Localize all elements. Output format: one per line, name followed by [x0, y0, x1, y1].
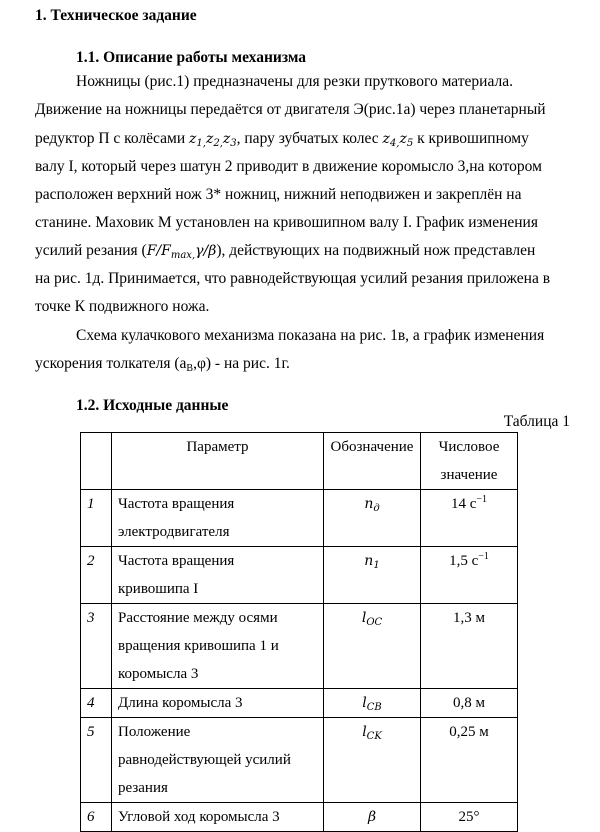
table-caption: Таблица 1	[503, 413, 570, 430]
description-line	[35, 297, 209, 317]
description-line	[35, 241, 535, 261]
math-symbol: $z_5$	[399, 131, 414, 149]
row-value	[421, 718, 518, 803]
math-symbol: $z_{4,}$	[382, 131, 400, 149]
table-row	[81, 547, 518, 604]
table-row	[81, 490, 518, 547]
row-value	[421, 803, 518, 832]
text-run: Движение на ножницы передаётся от двигателя Э(рис.1а) через планетарный	[35, 101, 546, 118]
row-parameter	[112, 718, 324, 803]
row-parameter	[112, 803, 324, 832]
description-line	[35, 100, 546, 120]
initial-data-table	[80, 432, 518, 832]
text-run: Ножницы (рис.1) предназначены для резки пруткового материала.	[76, 73, 513, 90]
subsection-title-initial-data: 1.2. Исходные данные	[76, 397, 229, 414]
designation-symbol: $n_д$	[364, 496, 380, 514]
parameter-line: электродвигателя	[118, 524, 230, 540]
math-symbol: γ/β	[195, 243, 217, 259]
row-parameter	[112, 547, 324, 604]
description-line	[35, 269, 550, 289]
row-value	[421, 490, 518, 547]
math-symbol: $z_{1,}$	[189, 131, 206, 149]
text-run: на рис. 1д. Принимается, что равнодействующая усилий резания приложена в	[35, 270, 551, 287]
header-parameter: Параметр	[112, 433, 324, 490]
designation-symbol: $l_{CK}$	[362, 724, 382, 742]
designation-symbol: $l_{CB}$	[362, 695, 382, 713]
value-text: 0,8 м	[453, 695, 485, 711]
text-run: точке К подвижного ножа.	[35, 298, 210, 315]
text-run: ), действующих на подвижный нож представлен	[216, 242, 536, 259]
parameter-line: Расстояние между осями	[118, 610, 278, 626]
description-line	[35, 213, 538, 233]
description-line	[35, 185, 521, 205]
text-run: расположен верхний нож 3* ножниц, нижний неподвижен и закреплён на	[35, 186, 522, 203]
row-designation	[324, 689, 421, 718]
value-text: 1,5 с	[449, 553, 479, 569]
table-row	[81, 689, 518, 718]
subsection-title-description: 1.1. Описание работы механизма	[76, 49, 307, 66]
text-run: ,φ) - на рис. 1г.	[193, 355, 290, 372]
parameter-line: вращения кривошипа 1 и	[118, 638, 279, 654]
row-designation	[324, 718, 421, 803]
row-number: 2	[81, 547, 112, 604]
header-value-line1: Числовое	[438, 439, 500, 455]
math-symbol: $z_3$	[222, 131, 237, 149]
designation-symbol: β	[367, 809, 377, 825]
row-value	[421, 604, 518, 689]
row-number: 1	[81, 490, 112, 547]
value-text: 14 с	[450, 496, 477, 512]
header-num	[81, 433, 112, 490]
value-text: 1,3 м	[453, 610, 485, 626]
description-line	[76, 326, 544, 346]
header-value	[421, 433, 518, 490]
designation-symbol: $n_1$	[364, 553, 380, 571]
value-text: 0,25 м	[449, 724, 489, 740]
text-run: редуктор П с колёсами	[35, 130, 189, 147]
parameter-line: Частота вращения	[118, 553, 235, 569]
math-symbol: $F/F_{max,}$	[146, 243, 196, 261]
header-value-line2: значение	[440, 467, 498, 483]
text-run: усилий резания (	[35, 242, 147, 259]
parameter-line: кривошипа I	[118, 581, 199, 597]
row-designation	[324, 803, 421, 832]
text-run: ускорения толкателя (а	[35, 355, 187, 372]
text-run: станине. Маховик М установлен на кривошипном валу I. График изменения	[35, 214, 538, 231]
parameter-line: коромысла 3	[118, 666, 199, 682]
header-designation: Обозначение	[324, 433, 421, 490]
description-line	[76, 72, 513, 92]
table-row	[81, 803, 518, 832]
parameter-line: равнодействующей усилий	[118, 752, 291, 768]
designation-symbol: $l_{OC}$	[361, 610, 383, 628]
row-number: 4	[81, 689, 112, 718]
row-parameter	[112, 490, 324, 547]
row-designation	[324, 490, 421, 547]
row-number: 5	[81, 718, 112, 803]
description-line	[35, 354, 290, 374]
description-line	[35, 157, 542, 177]
parameter-line: Угловой ход коромысла 3	[118, 809, 280, 825]
value-text: 25°	[458, 809, 480, 825]
table-row	[81, 604, 518, 689]
table-row	[81, 718, 518, 803]
section-title: 1. Техническое задание	[35, 7, 197, 24]
row-parameter	[112, 604, 324, 689]
row-designation	[324, 604, 421, 689]
text-run: , пару зубчатых колес	[236, 130, 383, 147]
row-parameter	[112, 689, 324, 718]
text-run: Схема кулачкового механизма показана на рис. 1в, а график изменения	[76, 327, 545, 344]
parameter-line: резания	[118, 780, 168, 796]
parameter-line: Длина коромысла 3	[118, 695, 243, 711]
value-exponent: −1	[476, 494, 488, 505]
text-run: валу I, который через шатун 2 приводит в движение коромысло 3,на котором	[35, 158, 542, 175]
description-line	[35, 129, 529, 149]
math-symbol: $z_{2,}$	[205, 131, 223, 149]
text-run: к кривошипному	[413, 130, 529, 147]
parameter-line: Частота вращения	[118, 496, 235, 512]
row-designation	[324, 547, 421, 604]
parameter-line: Положение	[118, 724, 191, 740]
row-value	[421, 547, 518, 604]
row-value	[421, 689, 518, 718]
row-number: 3	[81, 604, 112, 689]
subscript: В	[186, 363, 194, 374]
row-number: 6	[81, 803, 112, 832]
value-exponent: −1	[478, 551, 489, 562]
table-header-row	[81, 433, 518, 490]
